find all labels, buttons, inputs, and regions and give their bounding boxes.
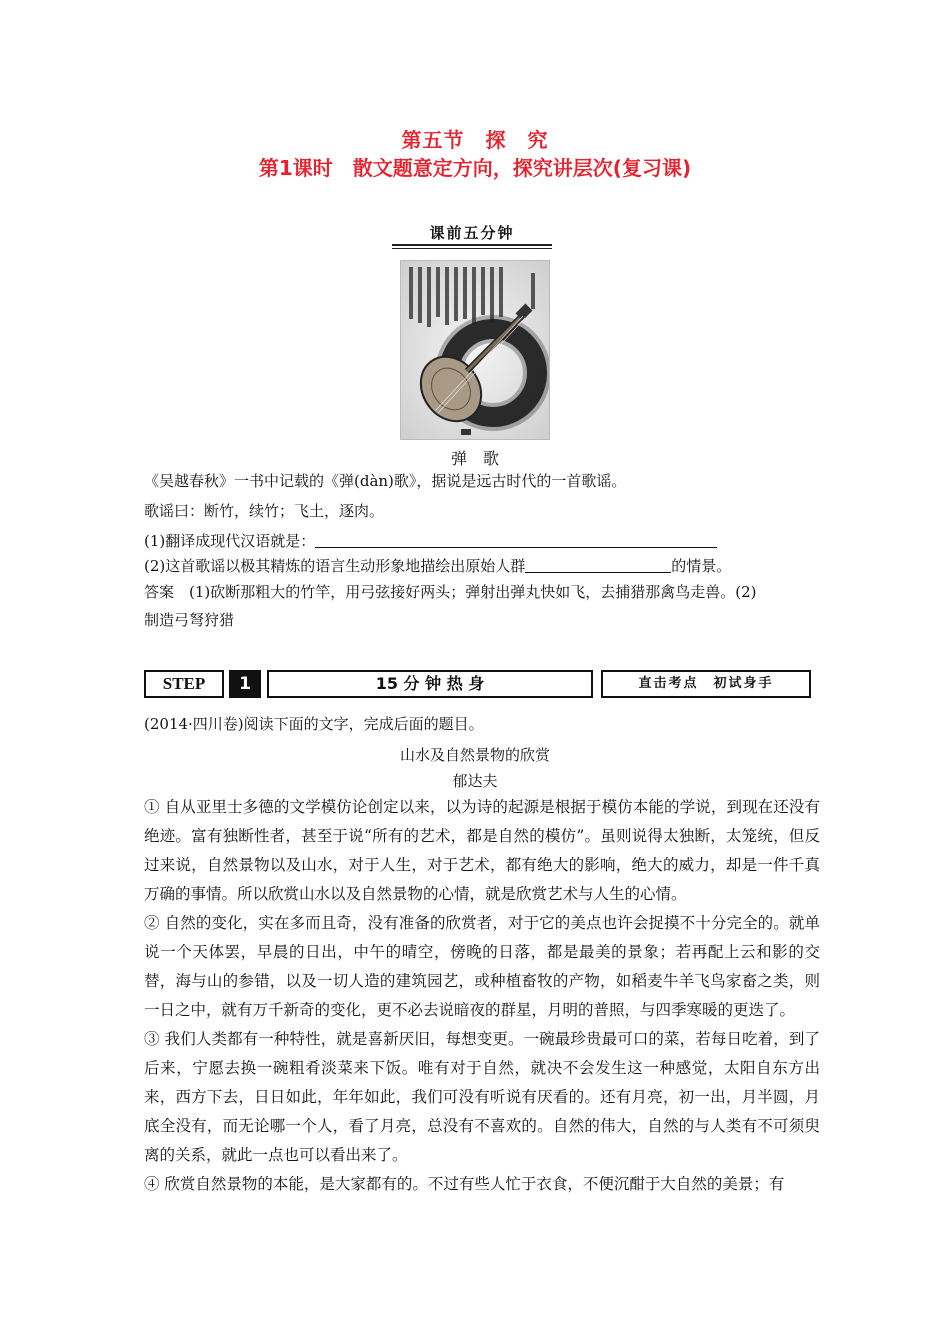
paragraph-4: ④ 欣赏自然景物的本能，是大家都有的。不过有些人忙于衣食，不便沉酣于大自然的美景；有 <box>144 1175 785 1193</box>
pipa-illustration-icon <box>401 261 549 439</box>
question-source: (2014·四川卷)阅读下面的文字，完成后面的题目。 <box>144 715 484 733</box>
article-title: 山水及自然景物的欣赏 <box>399 746 550 764</box>
paragraph-2: ② 自然的变化，实在多而且奇，没有准备的欣赏者，对于它的美点也许会捉摸不十分完全的。就单说一个天体罢，早晨的日出，中午的晴空，傍晚的日落，都是最美的景象；若再配上云和影的交替，海与山的参错，以及一切人造的建筑园艺，或种植畜牧的产物，如稻麦牛羊飞鸟家畜之类，则一日之中，就有万千新奇的变化，更不必去说暗夜的群星，月明的普照，与四季寒暖的更迭了。 <box>144 914 820 1019</box>
step-name: 15 分 钟 热 身 <box>267 670 593 698</box>
answer-line-2: 制造弓弩狩猎 <box>144 611 235 629</box>
pre-class-banner: 课前五分钟 <box>392 222 552 246</box>
question-1-prefix: (1)翻译成现代汉语就是： <box>144 532 316 550</box>
step-label: STEP <box>144 670 224 698</box>
paragraph-3: ③ 我们人类都有一种特性，就是喜新厌旧，每想变更。一碗最珍贵最可口的菜，若每日吃着，到了后来，宁愿去换一碗粗肴淡菜来下饭。唯有对于自然，就决不会发生这一种感觉，太阳自东方出来，西方下去，日日如此，年年如此，我们可没有听说有厌看的。还有月亮，初一出，月半圆，月底全没有，而无论哪一个人，看了月亮，总没有不喜欢的。自然的伟大，自然的与人类有不可须臾离的关系，就此一点也可以看出来了。 <box>144 1030 820 1164</box>
article-body <box>144 793 820 1199</box>
answer-blank-2[interactable] <box>525 556 671 573</box>
lesson-title: 第1课时 散文题意定方向，探究讲层次(复习课) <box>258 156 692 180</box>
answer-line-1: 答案 (1)砍断那粗大的竹竿，用弓弦接好两头；弹射出弹丸快如飞，去捕猎那禽鸟走兽。(2) <box>144 583 757 601</box>
image-caption: 弹 歌 <box>450 449 499 468</box>
question-2-prefix: (2)这首歌谣以极其精炼的语言生动形象地描绘出原始人群 <box>144 557 526 575</box>
question-2 <box>144 556 824 576</box>
ballad-text: 歌谣曰：断竹，续竹；飞土，逐肉。 <box>144 502 385 520</box>
question-1 <box>144 531 824 551</box>
intro-line: 《吴越春秋》一书中记载的《弹(dàn)歌》，据说是远古时代的一首歌谣。 <box>144 472 627 490</box>
step-number: 1 <box>229 670 261 698</box>
step-tag: 直击考点 初试身手 <box>601 670 811 698</box>
question-2-suffix: 的情景。 <box>671 557 732 575</box>
section-title: 第五节 探 究 <box>401 128 549 152</box>
answer-blank-1[interactable] <box>315 531 717 548</box>
pipa-ink-painting <box>400 260 550 440</box>
article-author: 郁达夫 <box>452 772 498 790</box>
paragraph-1: ① 自从亚里士多德的文学模仿论创定以来，以为诗的起源是根据于模仿本能的学说，到现在还没有绝迹。富有独断性者，甚至于说“所有的艺术，都是自然的模仿”。虽则说得太独断，太笼统，但反过来说，自然景物以及山水，对于人生，对于艺术，都有绝大的影响，绝大的威力，却是一件千真万确的事情。所以欣赏山水以及自然景物的心情，就是欣赏艺术与人生的心情。 <box>144 798 820 903</box>
